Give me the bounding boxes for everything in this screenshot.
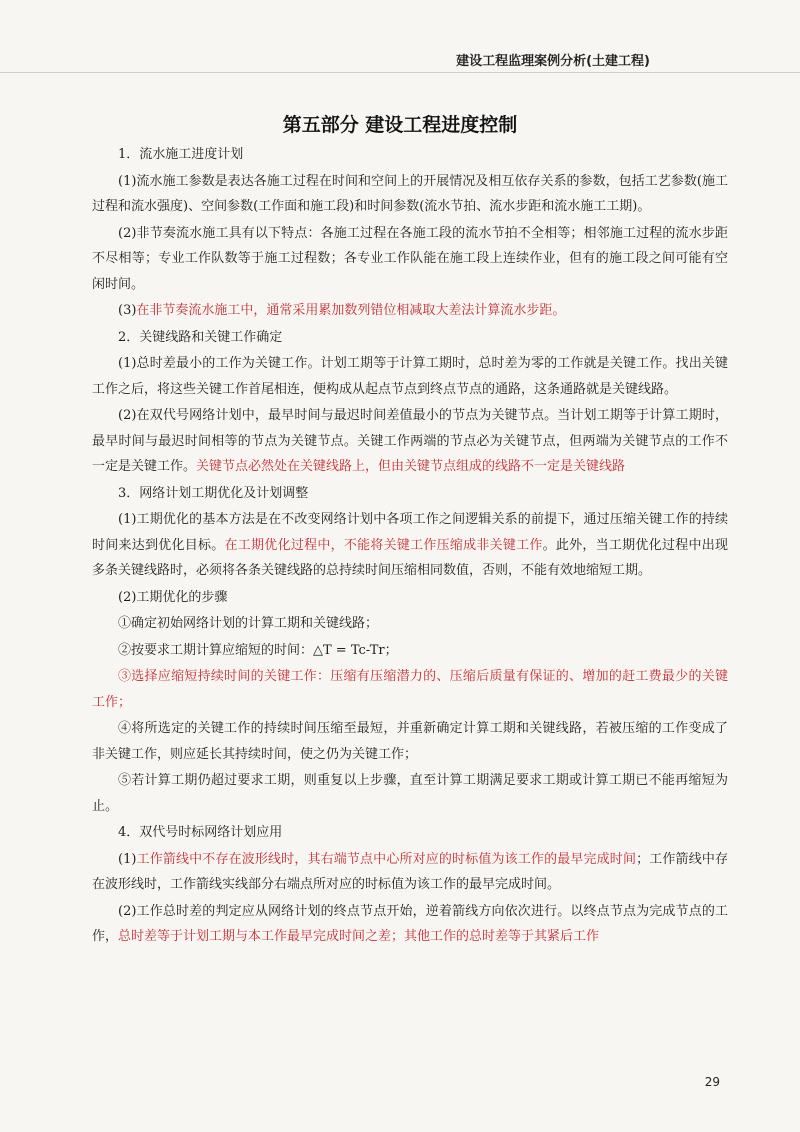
paragraph-text: ；工作箭线中存在波形线时，工作箭线实线部分右端点所对应的时标值为该工作的最早完成时间。 (92, 851, 728, 892)
paragraph-text: (1)工期优化的基本方法是在不改变网络计划中各项工作之间逻辑关系的前提下，通过压缩关键工作的持续时间来达到优化目标。 (92, 512, 728, 553)
paragraph-4-2 (92, 899, 728, 950)
paragraph-2-1: (1)总时差最小的工作为关键工作。计划工期等于计算工期时，总时差为零的工作就是关键工作。找出关键工作之后，将这些关键工作首尾相连，便构成从起点节点到终点节点的通路，这条通路就是关键线路。 (92, 356, 728, 397)
paragraph-1-1: (1)流水施工参数是表达各施工过程在时间和空间上的开展情况及相互依存关系的参数，包括工艺参数(施工过程和流水强度)、空间参数(工作面和施工段)和时间参数(流水节拍、流水步距和流水施工工期)。 (92, 173, 728, 214)
highlighted-text: 在工期优化过程中，不能将关键工作压缩成非关键工作 (224, 537, 543, 553)
highlighted-text: 在非节奏流水施工中，通常采用累加数列错位相减取大差法计算流水步距。 (136, 303, 566, 318)
highlighted-text: 总时差等于计划工期与本工作最早完成时间之差；其他工作的总时差等于其紧后工作 (118, 929, 600, 944)
section-heading-4: 4．双代号时标网络计划应用 (118, 825, 283, 840)
paragraph-2-2 (92, 403, 728, 480)
step-4: ④将所选定的关键工作的持续时间压缩至最短，并重新确定计算工期和关键线路，若被压缩的工作变成了非关键工作，则应延长其持续时间，使之仍为关键工作； (92, 721, 728, 762)
paragraph-text: (2)工作总时差的判定应从网络计划的终点节点开始，逆着箭线方向依次进行。以终点节点为完成节点的工作， (92, 903, 728, 944)
paragraph-prefix: (1) (118, 851, 137, 867)
page-number: 29 (704, 1075, 720, 1089)
part-title: 第五部分 建设工程进度控制 (282, 114, 518, 136)
paragraph-1-2: (2)非节奏流水施工具有以下特点：各施工过程在各施工段的流水节拍不全相等；相邻施工过程的流水步距不尽相等；专业工作队数等于施工过程数；各专业工作队能在施工段上连续作业，但有的施工段之间可能有空闲时间。 (92, 225, 728, 292)
section-heading-3: 3．网络计划工期优化及计划调整 (118, 485, 309, 501)
section-heading-1: 1．流水施工进度计划 (118, 147, 244, 162)
highlighted-text: 关键节点必然处在关键线路上，但由关键节点组成的线路不一定是关键线路 (196, 459, 626, 474)
paragraph-3-2: (2)工期优化的步骤 (118, 589, 228, 605)
step-3: ③选择应缩短持续时间的关键工作：压缩有压缩潜力的、压缩后质量有保证的、增加的赶工费最少的关键工作； (92, 669, 728, 710)
step-2: ②按要求工期计算应缩短的时间：△T = Tc-Tr； (118, 642, 398, 658)
paragraph-text: 。此外，当工期优化过程中出现多条关键线路时，必须将各条关键线路的总持续时间压缩相同数值，否则，不能有效地缩短工期。 (92, 537, 728, 578)
highlighted-text: 工作箭线中不存在波形线时，其右端节点中心所对应的时标值为该工作的最早完成时间 (136, 851, 637, 867)
step-5: ⑤若计算工期仍超过要求工期，则重复以上步骤，直至计算工期满足要求工期或计算工期已不能再缩短为止。 (92, 773, 728, 814)
header-rule (0, 72, 800, 73)
step-1: ①确定初始网络计划的计算工期和关键线路； (118, 616, 379, 631)
body-text (92, 142, 728, 951)
paragraph-text: (2)在双代号网络计划中，最早时间与最迟时间差值最小的节点为关键节点。当计划工期等于计算工期时，最早时间与最迟时间相等的节点为关键节点。关键工作两端的节点必为关键节点，但两端为关键节点的工作不一定是关键工作。 (92, 408, 728, 474)
paragraph-4-1 (92, 847, 728, 898)
paragraph-1-3 (92, 298, 728, 324)
paragraph-3-1 (92, 507, 728, 584)
paragraph-prefix: (3) (118, 303, 137, 318)
section-heading-2: 2．关键线路和关键工作确定 (118, 329, 283, 345)
running-header: 建设工程监理案例分析(土建工程) (456, 54, 650, 69)
